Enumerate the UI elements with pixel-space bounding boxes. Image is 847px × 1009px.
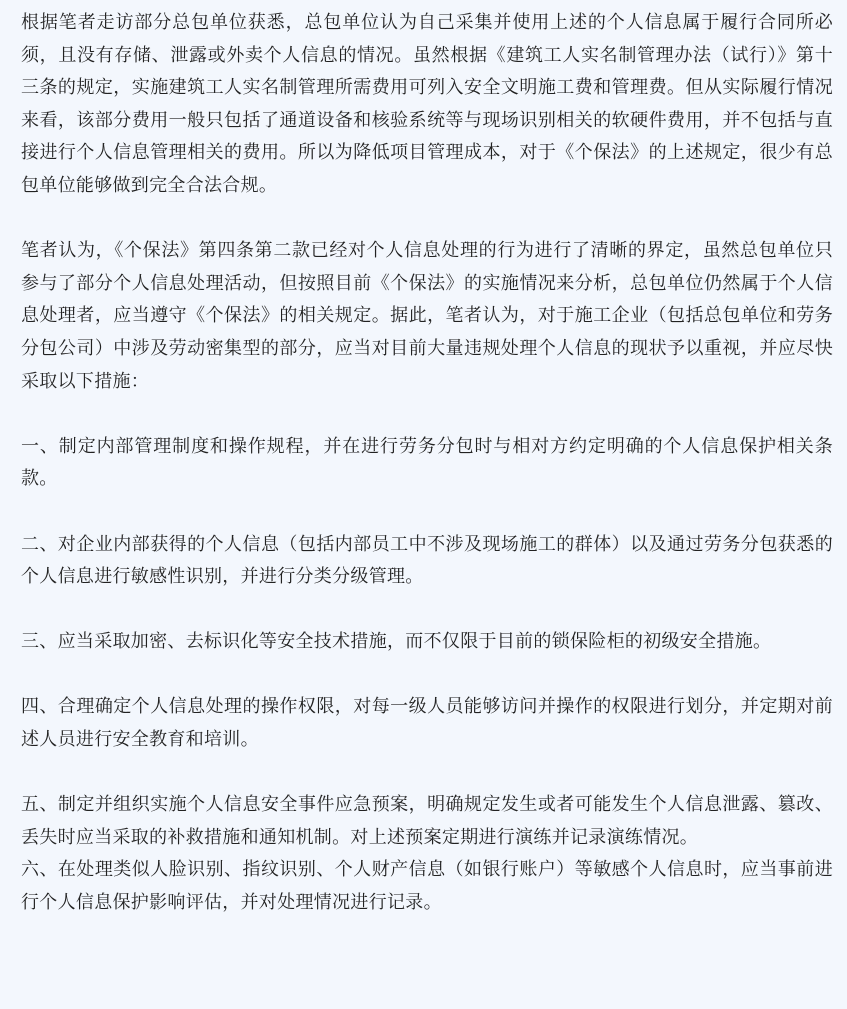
measure-4-paragraph: 四、合理确定个人信息处理的操作权限，对每一级人员能够访问并操作的权限进行划分，并定期对前述人员进行安全教育和培训。 (21, 696, 833, 751)
opinion-paragraph: 笔者认为，《个保法》第四条第二款已经对个人信息处理的行为进行了清晰的界定，虽然总包单位只参与了部分个人信息处理活动，但按照目前《个保法》的实施情况来分析，总包单位仍然属于个人信息处理者，应当遵守《个保法》的相关规定。据此，笔者认为，对于施工企业（包括总包单位和劳务分包公司）中涉及劳动密集型的部分，应当对目前大量违规处理个人信息的现状予以重视，并应尽快采取以下措施： (21, 240, 833, 392)
measure-2-paragraph: 二、对企业内部获得的个人信息（包括内部员工中不涉及现场施工的群体）以及通过劳务分包获悉的个人信息进行敏感性识别，并进行分类分级管理。 (21, 533, 833, 588)
measure-6-paragraph: 六、在处理类似人脸识别、指纹识别、个人财产信息（如银行账户）等敏感个人信息时，应当事前进行个人信息保护影响评估，并对处理情况进行记录。 (21, 859, 833, 914)
intro-paragraph: 根据笔者走访部分总包单位获悉，总包单位认为自己采集并使用上述的个人信息属于履行合同所必须，且没有存储、泄露或外卖个人信息的情况。虽然根据《建筑工人实名制管理办法（试行）》第十三条的规定，实施建筑工人实名制管理所需费用可列入安全文明施工费和管理费。但从实际履行情况来看，该部分费用一般只包括了通道设备和核验系统等与现场识别相关的软硬件费用，并不包括与直接进行个人信息管理相关的费用。所以为降低项目管理成本，对于《个保法》的上述规定，很少有总包单位能够做到完全合法合规。 (21, 12, 833, 196)
measure-1-paragraph: 一、制定内部管理制度和操作规程，并在进行劳务分包时与相对方约定明确的个人信息保护相关条款。 (21, 435, 833, 490)
measure-5-paragraph: 五、制定并组织实施个人信息安全事件应急预案，明确规定发生或者可能发生个人信息泄露、篡改、丢失时应当采取的补救措施和通知机制。对上述预案定期进行演练并记录演练情况。 (21, 794, 833, 848)
measure-3-paragraph: 三、应当采取加密、去标识化等安全技术措施，而不仅限于目前的锁保险柜的初级安全措施。 (21, 631, 772, 653)
article-body (0, 7, 847, 920)
